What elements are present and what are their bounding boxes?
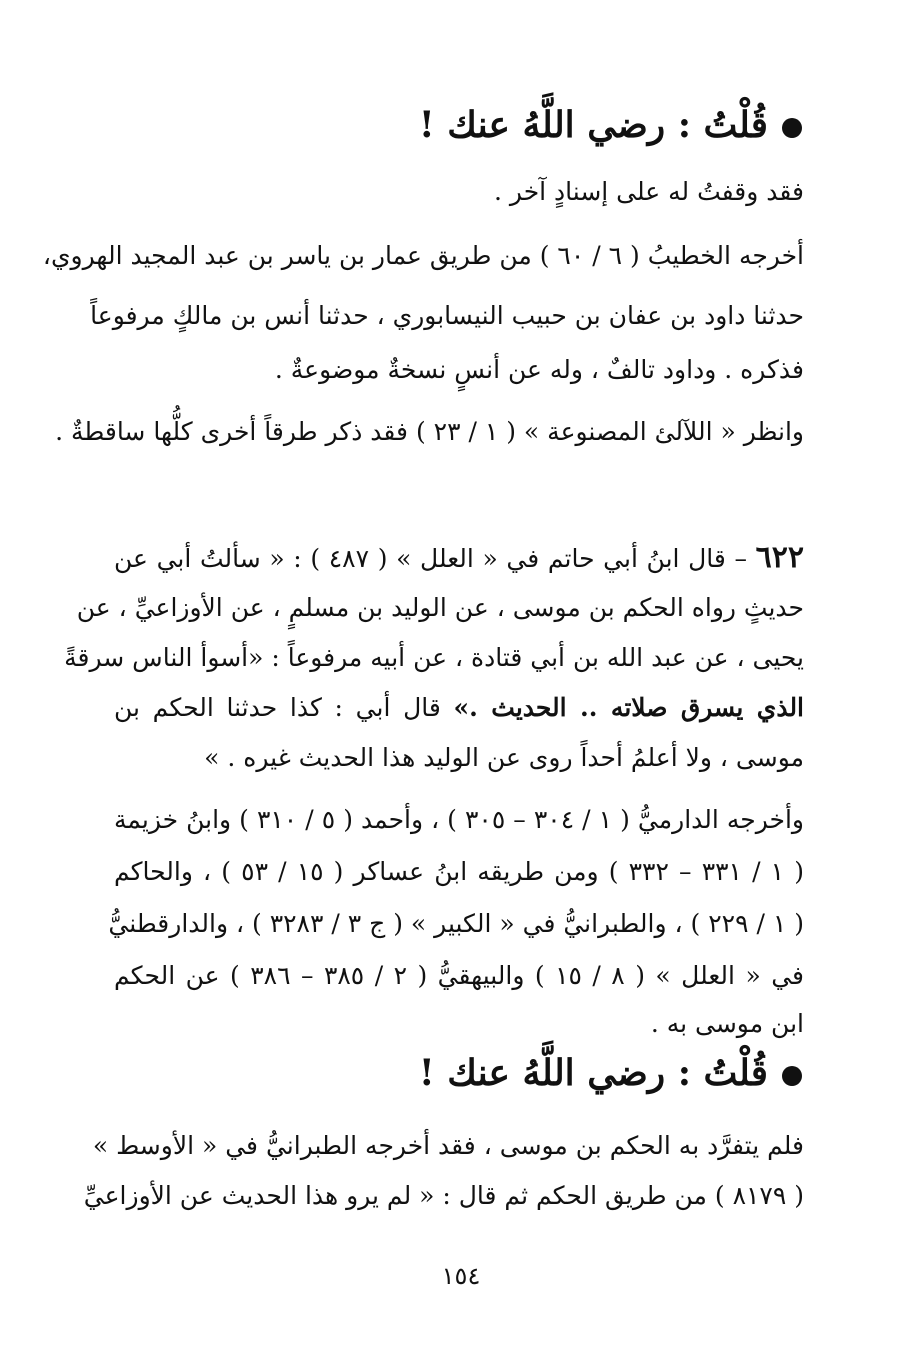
paragraph-5-line-1: فلم يتفرَّد به الحكم بن موسى ، فقد أخرجه الطبرانيُّ في « الأوسط » bbox=[92, 1131, 804, 1160]
heading-text: قُلْتُ : رضي اللَّهُ عنك ! bbox=[418, 1052, 768, 1094]
entry-622-line-4 bbox=[114, 688, 804, 728]
paragraph-4-line-4: في « العلل » ( ٨ / ١٥ ) والبيهقيُّ ( ٢ / ٣٨٥ – ٣٨٦ ) عن الحكم bbox=[114, 961, 804, 990]
entry-622-line-2: حديثٍ رواه الحكم بن موسى ، عن الوليد بن مسلمٍ ، عن الأوزاعيِّ ، عن bbox=[76, 593, 804, 622]
entry-622-line-1 bbox=[114, 538, 804, 579]
paragraph-1-line-1: فقد وقفتُ له على إسنادٍ آخر . bbox=[494, 177, 804, 206]
entry-622-line-4-text: قال أبي : كذا حدثنا الحكم بن bbox=[114, 693, 454, 722]
section-heading-2 bbox=[419, 1048, 802, 1098]
paragraph-4-line-1: وأخرجه الدارميُّ ( ١ / ٣٠٤ – ٣٠٥ ) ، وأحمد ( ٥ / ٣١٠ ) وابنُ خزيمة bbox=[114, 805, 804, 834]
entry-number: ٦٢٢ bbox=[755, 540, 804, 575]
hadith-text-bold: الذي يسرق صلاته .. الحديث .» bbox=[453, 693, 805, 722]
page-number: ١٥٤ bbox=[441, 1262, 481, 1290]
paragraph-2-line-2: حدثنا داود بن عفان بن حبيب النيسابوري ، حدثنا أنس بن مالكٍ مرفوعاً bbox=[90, 301, 804, 330]
paragraph-5-line-2: ( ٨١٧٩ ) من طريق الحكم ثم قال : « لم يرو هذا الحديث عن الأوزاعيِّ bbox=[83, 1181, 804, 1210]
paragraph-4-line-3: ( ١ / ٢٢٩ ) ، والطبرانيُّ في « الكبير » ( ج ٣ / ٣٢٨٣ ) ، والدارقطنيُّ bbox=[108, 909, 804, 938]
bullet-icon bbox=[782, 118, 802, 138]
entry-622-line-5: موسى ، ولا أعلمُ أحداً روى عن الوليد هذا الحديث غيره . » bbox=[204, 743, 804, 772]
heading-text: قُلْتُ : رضي اللَّهُ عنك ! bbox=[418, 104, 768, 146]
entry-622-line-1-text: – قال ابنُ أبي حاتم في « العلل » ( ٤٨٧ ) : « سألتُ أبي عن bbox=[114, 544, 756, 573]
paragraph-2-line-1: أخرجه الخطيبُ ( ٦ / ٦٠ ) من طريق عمار بن ياسر بن عبد المجيد الهروي، bbox=[42, 241, 804, 270]
paragraph-4-line-2: ( ١ / ٣٣١ – ٣٣٢ ) ومن طريقه ابنُ عساكر ( ١٥ / ٥٣ ) ، والحاكم bbox=[114, 857, 804, 886]
section-heading-1 bbox=[419, 100, 802, 150]
paragraph-2-line-3: فذكره . وداود تالفٌ ، وله عن أنسٍ نسخةٌ موضوعةٌ . bbox=[274, 355, 804, 384]
bullet-icon bbox=[782, 1066, 802, 1086]
paragraph-3-line-1: وانظر « اللآلئ المصنوعة » ( ١ / ٢٣ ) فقد ذكر طرقاً أخرى كلُّها ساقطةٌ . bbox=[55, 417, 804, 446]
entry-622-line-3: يحيى ، عن عبد الله بن أبي قتادة ، عن أبيه مرفوعاً : «أسوأ الناس سرقةً bbox=[64, 643, 804, 672]
paragraph-4-line-5: ابن موسى به . bbox=[650, 1009, 804, 1038]
